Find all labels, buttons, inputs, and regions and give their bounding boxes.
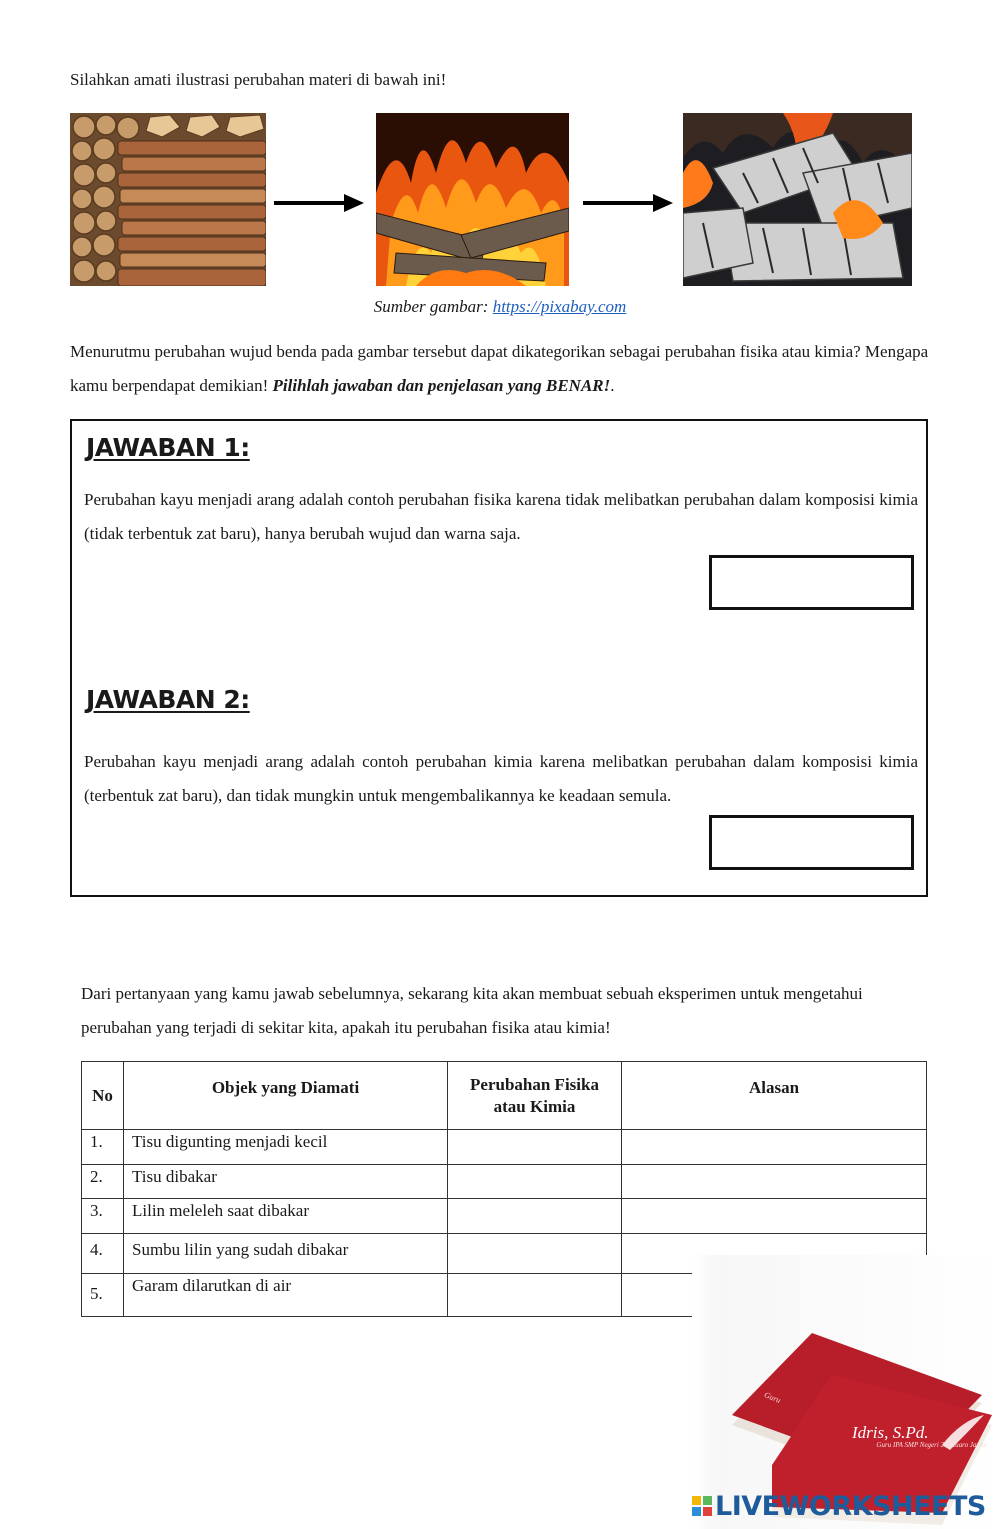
table-row (82, 1130, 927, 1165)
row-number: 5. (82, 1274, 124, 1317)
answer-options-box (70, 419, 928, 897)
table-row (82, 1165, 927, 1199)
row-object: Lilin meleleh saat dibakar (124, 1199, 448, 1234)
experiment-text: Dari pertanyaan yang kamu jawab sebelumnya, sekarang kita akan membuat sebuah eksperimen untuk mengetahui perubahan yang terjadi di sekitar kita, apakah itu perubahan fisika atau kimia! (81, 984, 863, 1037)
row-object: Tisu digunting menjadi kecil (124, 1130, 448, 1165)
question-body: Menurutmu perubahan wujud benda pada gambar tersebut dapat dikategorikan sebagai perubahan fisika atau kimia? Mengapa kamu berpendapat demikian! (70, 342, 929, 395)
question-text (70, 335, 930, 403)
row-number: 2. (82, 1165, 124, 1199)
answer-2-text: Perubahan kayu menjadi arang adalah contoh perubahan kimia karena melibatkan perubahan dalam komposisi kimia (terbentuk zat baru), dan tidak mungkin untuk mengembalikannya ke keadaan semula. (84, 752, 918, 805)
liveworksheets-grid-icon (692, 1496, 712, 1516)
header-change: Perubahan Fisika atau Kimia (448, 1062, 622, 1130)
change-answer-cell[interactable] (448, 1165, 622, 1199)
row-object: Garam dilarutkan di air (124, 1274, 448, 1317)
reason-answer-cell[interactable] (622, 1199, 927, 1234)
header-no: No (82, 1062, 124, 1130)
arrow-right-icon (583, 192, 675, 219)
reason-answer-cell[interactable] (622, 1165, 927, 1199)
table-header-row (82, 1062, 927, 1130)
burning-logs-icon (376, 113, 569, 286)
charcoal-ashes-icon (683, 113, 912, 286)
card-subtitle: Guru IPA SMP Negeri 29 Muaro Jambi (876, 1441, 987, 1449)
reason-answer-cell[interactable] (622, 1130, 927, 1165)
change-answer-cell[interactable] (448, 1130, 622, 1165)
card-small-text: Guru (762, 1390, 782, 1405)
row-number: 3. (82, 1199, 124, 1234)
question-end: . (610, 376, 615, 395)
row-object: Tisu dibakar (124, 1165, 448, 1199)
card-name: Idris, S.Pd. (852, 1423, 929, 1442)
source-label: Sumber gambar: (373, 297, 493, 316)
stacked-firewood-icon (70, 113, 266, 286)
header-object: Objek yang Diamati (124, 1062, 448, 1130)
liveworksheets-logo-text: LIVEWORKSHEETS (715, 1490, 986, 1522)
answer-2-select-box[interactable] (709, 815, 914, 870)
header-reason: Alasan (622, 1062, 927, 1130)
row-object: Sumbu lilin yang sudah dibakar (124, 1234, 448, 1274)
answer-1-text: Perubahan kayu menjadi arang adalah contoh perubahan fisika karena tidak melibatkan perubahan dalam komposisi kimia (tidak terbentuk zat baru), hanya berubah wujud dan warna saja. (84, 490, 918, 543)
row-number: 1. (82, 1130, 124, 1165)
arrow-right-icon (274, 192, 366, 219)
change-answer-cell[interactable] (448, 1274, 622, 1317)
answer-1-select-box[interactable] (709, 555, 914, 610)
answer-2-heading: JAWABAN 2: (86, 685, 250, 714)
change-answer-cell[interactable] (448, 1199, 622, 1234)
image-source-caption (0, 297, 1000, 317)
question-emphasis: Pilihlah jawaban dan penjelasan yang BENAR! (272, 376, 611, 395)
row-number: 4. (82, 1234, 124, 1274)
table-row (82, 1199, 927, 1234)
answer-1-heading: JAWABAN 1: (86, 433, 250, 462)
liveworksheets-logo (692, 1488, 992, 1524)
source-link[interactable]: https://pixabay.com (492, 297, 627, 316)
change-answer-cell[interactable] (448, 1234, 622, 1274)
intro-text: Silahkan amati ilustrasi perubahan materi di bawah ini! (70, 70, 447, 89)
